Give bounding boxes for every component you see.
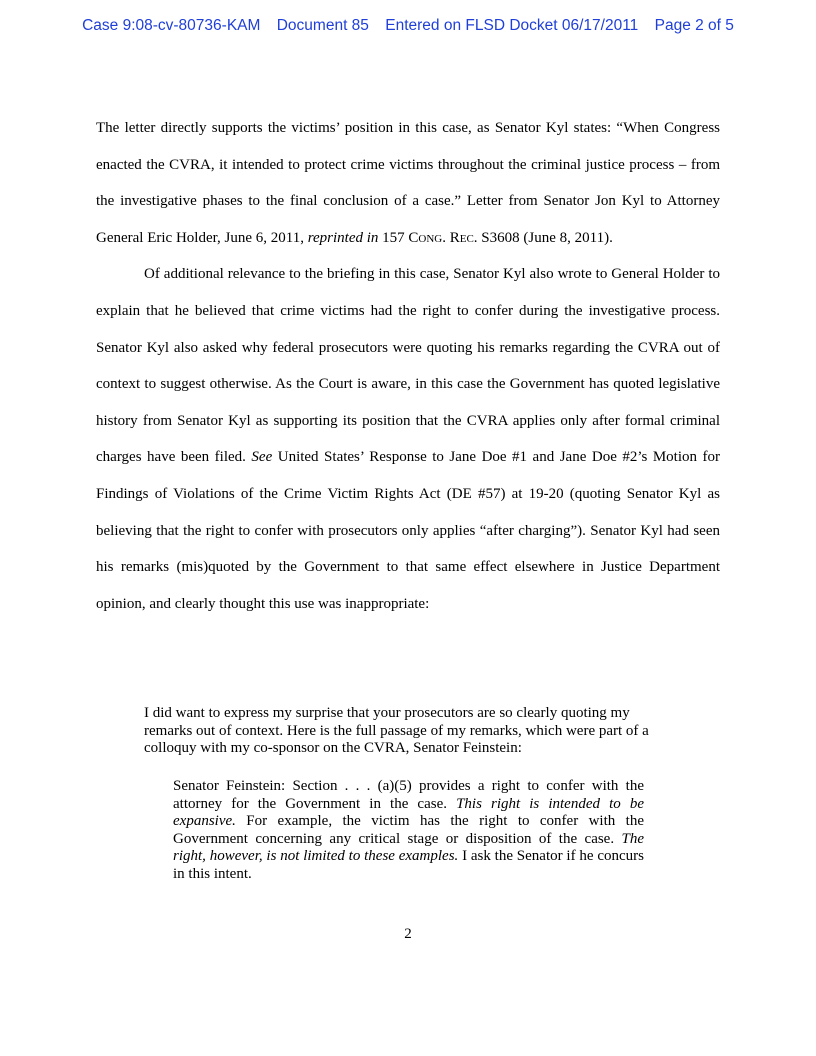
para1-text-2: 157 (378, 229, 409, 246)
header-case-number: Case 9:08-cv-80736-KAM (82, 17, 261, 34)
para1-text-1: The letter directly supports the victims’ position in this case, as Senator Kyl states: “When Congress enacted the CVRA, it intended to protect crime victims throughout the criminal justice process – from the investigative phases to the final conclusion of a case.” Letter from Senator Jon Kyl to Attorney General Eric Holder, June 6, 2011, (96, 120, 720, 246)
docket-header (0, 17, 816, 35)
header-entered-docket: Entered on FLSD Docket 06/17/2011 (385, 17, 639, 34)
header-page-count: Page 2 of 5 (654, 17, 734, 34)
page-number: 2 (404, 926, 412, 942)
document-body (96, 110, 720, 622)
block-quote-kyl-letter: I did want to express my surprise that your prosecutors are so clearly quoting my remarks out of context. Here is the full passage of my remarks, which were part of a colloquy with my co-sponsor on the CVRA, Senator Feinstein: (144, 705, 649, 757)
paragraph-additional-relevance (96, 256, 720, 622)
paragraph-letter-support (96, 110, 720, 256)
para1-italic-reprinted: reprinted in (307, 229, 379, 246)
quote2-text-2: For example, the victim has the right to confer with the Government concerning any critical stage or disposition of the case. (173, 813, 644, 847)
quote2-text-3: I ask the Senator if he concurs in this intent. (173, 848, 644, 882)
para2-italic-see: See (251, 449, 273, 466)
block-quote-feinstein-colloquy (173, 778, 644, 884)
para1-cong-rec: Cong. Rec. (408, 229, 478, 246)
para2-text-2: United States’ Response to Jane Doe #1 and Jane Doe #2’s Motion for Findings of Violations of the Crime Victim Rights Act (DE #57) at 19-20 (quoting Senator Kyl as believing that the right to confer with prosecutors only applies “after charging”). Senator Kyl had seen his remarks (mis)quoted by the Government to that same effect elsewhere in Justice Department opinion, and clearly thought this use was inappropriate: (96, 449, 721, 612)
para1-text-3: S3608 (June 8, 2011). (477, 229, 613, 246)
quote2-text-1: Senator Feinstein: Section . . . (a)(5) provides a right to confer with the attorney for the Government in the case. (173, 778, 644, 812)
quote2-italic-1: This right is intended to be expansive. (173, 795, 644, 830)
header-document-number: Document 85 (276, 17, 369, 34)
quote2-italic-2: The right, however, is not limited to these examples. (173, 830, 644, 865)
para2-text-1: Of additional relevance to the briefing in this case, Senator Kyl also wrote to General Holder to explain that he believed that crime victims had the right to confer during the investigative process. Senator Kyl also asked why federal prosecutors were quoting his remarks regarding the CVRA out of context to suggest otherwise. As the Court is aware, in this case the Government has quoted legislative history from Senator Kyl as supporting its position that the CVRA applies only after formal criminal charges have been filed. (96, 266, 720, 466)
